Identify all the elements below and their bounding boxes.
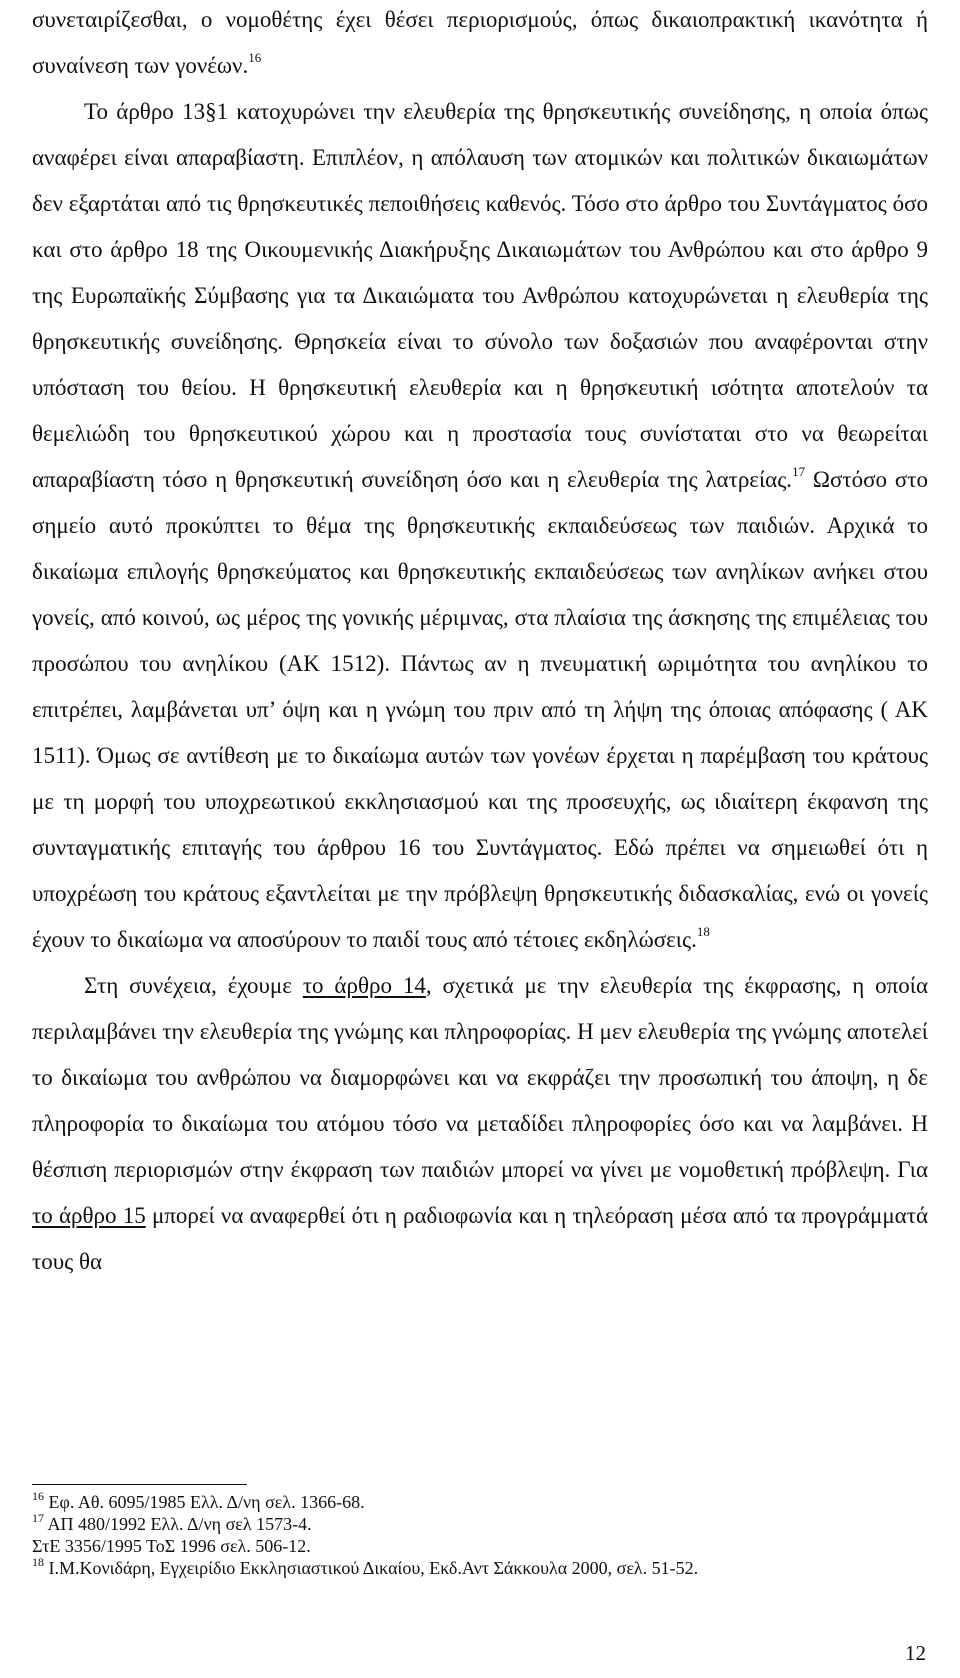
paragraph-article-14 [32,963,928,1285]
footnote [32,1557,928,1579]
footnote-number: 16 [32,1489,44,1503]
footnote-text: ΣτΕ 3356/1995 ΤοΣ 1996 σελ. 506-12. [32,1536,311,1556]
footnote-number: 17 [32,1511,44,1525]
paragraph-text: Ωστόσο στο σημείο αυτό προκύπτει το θέμα της θρησκευτικής εκπαιδεύσεως των παιδιών. Αρχικά το δικαίωμα επιλογής θρησκεύματος και θρησκευτικής εκπαιδεύσεως των ανηλίκων ανήκει στου γονείς, από κοινού, ως μέρος της γονικής μέριμνας, στα πλαίσια της άσκησης της επιμέλειας του προσώπου του ανηλίκου (ΑΚ 1512). Πάντως αν η πνευματική ωριμότητα του ανηλίκου το επιτρέπει, λαμβάνεται υπ’ όψη και η γνώμη του πριν από τη λήψη της όποιας απόφασης ( ΑΚ 1511). Όμως σε αντίθεση με το δικαίωμα αυτών των γονέων έρχεται η παρέμβαση του κράτους με τη μορφή του υποχρεωτικού εκκλησιασμού και της προσευχής, ως ιδιαίτερη έκφανση της συνταγματικής επιταγής του άρθρου 16 του Συντάγματος. Εδώ πρέπει να σημειωθεί ότι η υποχρέωση του κράτους εξαντλείται με την πρόβλεψη θρησκευτικής διδασκαλίας, ενώ οι γονείς έχουν το δικαίωμα να αποσύρουν το παιδί τους από τέτοιες εκδηλώσεις. [32,467,928,952]
footnote-text: ΑΠ 480/1992 Ελλ. Δ/νη σελ 1573-4. [47,1514,312,1534]
paragraph-article-13 [32,89,928,963]
footnote-text: Εφ. Αθ. 6095/1985 Ελλ. Δ/νη σελ. 1366-68. [48,1492,365,1512]
footnote [32,1513,928,1535]
paragraph-text: συνεταιρίζεσθαι, ο νομοθέτης έχει θέσει περιορισμούς, όπως δικαιοπρακτική ικανότητα ή συναίνεση των γονέων. [32,7,928,78]
footnote [32,1491,928,1513]
footnote-ref[interactable]: 16 [248,50,262,66]
article-14-link[interactable]: το άρθρο 14 [302,973,426,998]
paragraph-continuation [32,0,928,89]
page-number: 12 [905,1641,926,1665]
footnotes [32,1484,928,1579]
footnote-separator [32,1484,247,1485]
footnote-text: Ι.Μ.Κονιδάρη, Εγχειρίδιο Εκκλησιαστικού Δικαίου, Εκδ.Αντ Σάκκουλα 2000, σελ. 51-52. [48,1558,699,1578]
paragraph-text: Το άρθρο 13§1 κατοχυρώνει την ελευθερία της θρησκευτικής συνείδησης, η οποία όπως αναφέρει είναι απαραβίαστη. Επιπλέον, η απόλαυση των ατομικών και πολιτικών δικαιωμάτων δεν εξαρτάται από τις θρησκευτικές πεποιθήσεις καθενός. Τόσο στο άρθρο του Συντάγματος όσο και στο άρθρο 18 της Οικουμενικής Διακήρυξης Δικαιωμάτων του Ανθρώπου και στο άρθρο 9 της Ευρωπαϊκής Σύμβασης για τα Δικαιώματα του Ανθρώπου κατοχυρώνεται η ελευθερία της θρησκευτικής συνείδησης. Θρησκεία είναι το σύνολο των δοξασιών που αναφέρονται στην υπόσταση του θείου. Η θρησκευτική ελευθερία και η θρησκευτική ισότητα αποτελούν τα θεμελιώδη του θρησκευτικού χώρου και η προστασία τους συνίσταται στο να θεωρείται απαραβίαστη τόσο η θρησκευτική συνείδηση όσο και η ελευθερία της λατρείας. [32,99,928,492]
article-15-link[interactable]: το άρθρο 15 [32,1203,146,1228]
paragraph-text: Στη συνέχεια, έχουμε [84,973,303,998]
footnote-ref[interactable]: 18 [696,924,710,940]
footnote-ref[interactable]: 17 [792,464,806,480]
footnote-number: 18 [32,1555,44,1569]
paragraph-text: μπορεί να αναφερθεί ότι η ραδιοφωνία και η τηλεόραση μέσα από τα προγράμματά τους θα [32,1203,929,1274]
footnote [32,1535,928,1557]
document-body [32,0,928,1285]
paragraph-text: , σχετικά με την ελευθερία της έκφρασης, η οποία περιλαμβάνει την ελευθερία της γνώμης και πληροφορίας. Η μεν ελευθερία της γνώμης αποτελεί το δικαίωμα του ανθρώπου να διαμορφώνει και να εκφράζει την προσωπική του άποψη, η δε πληροφορία το δικαίωμα του ατόμου τόσο να μεταδίδει πληροφορίες όσο και να λαμβάνει. Η θέσπιση περιορισμών στην έκφραση των παιδιών μπορεί να γίνει με νομοθετική πρόβλεψη. Για [32,973,928,1182]
